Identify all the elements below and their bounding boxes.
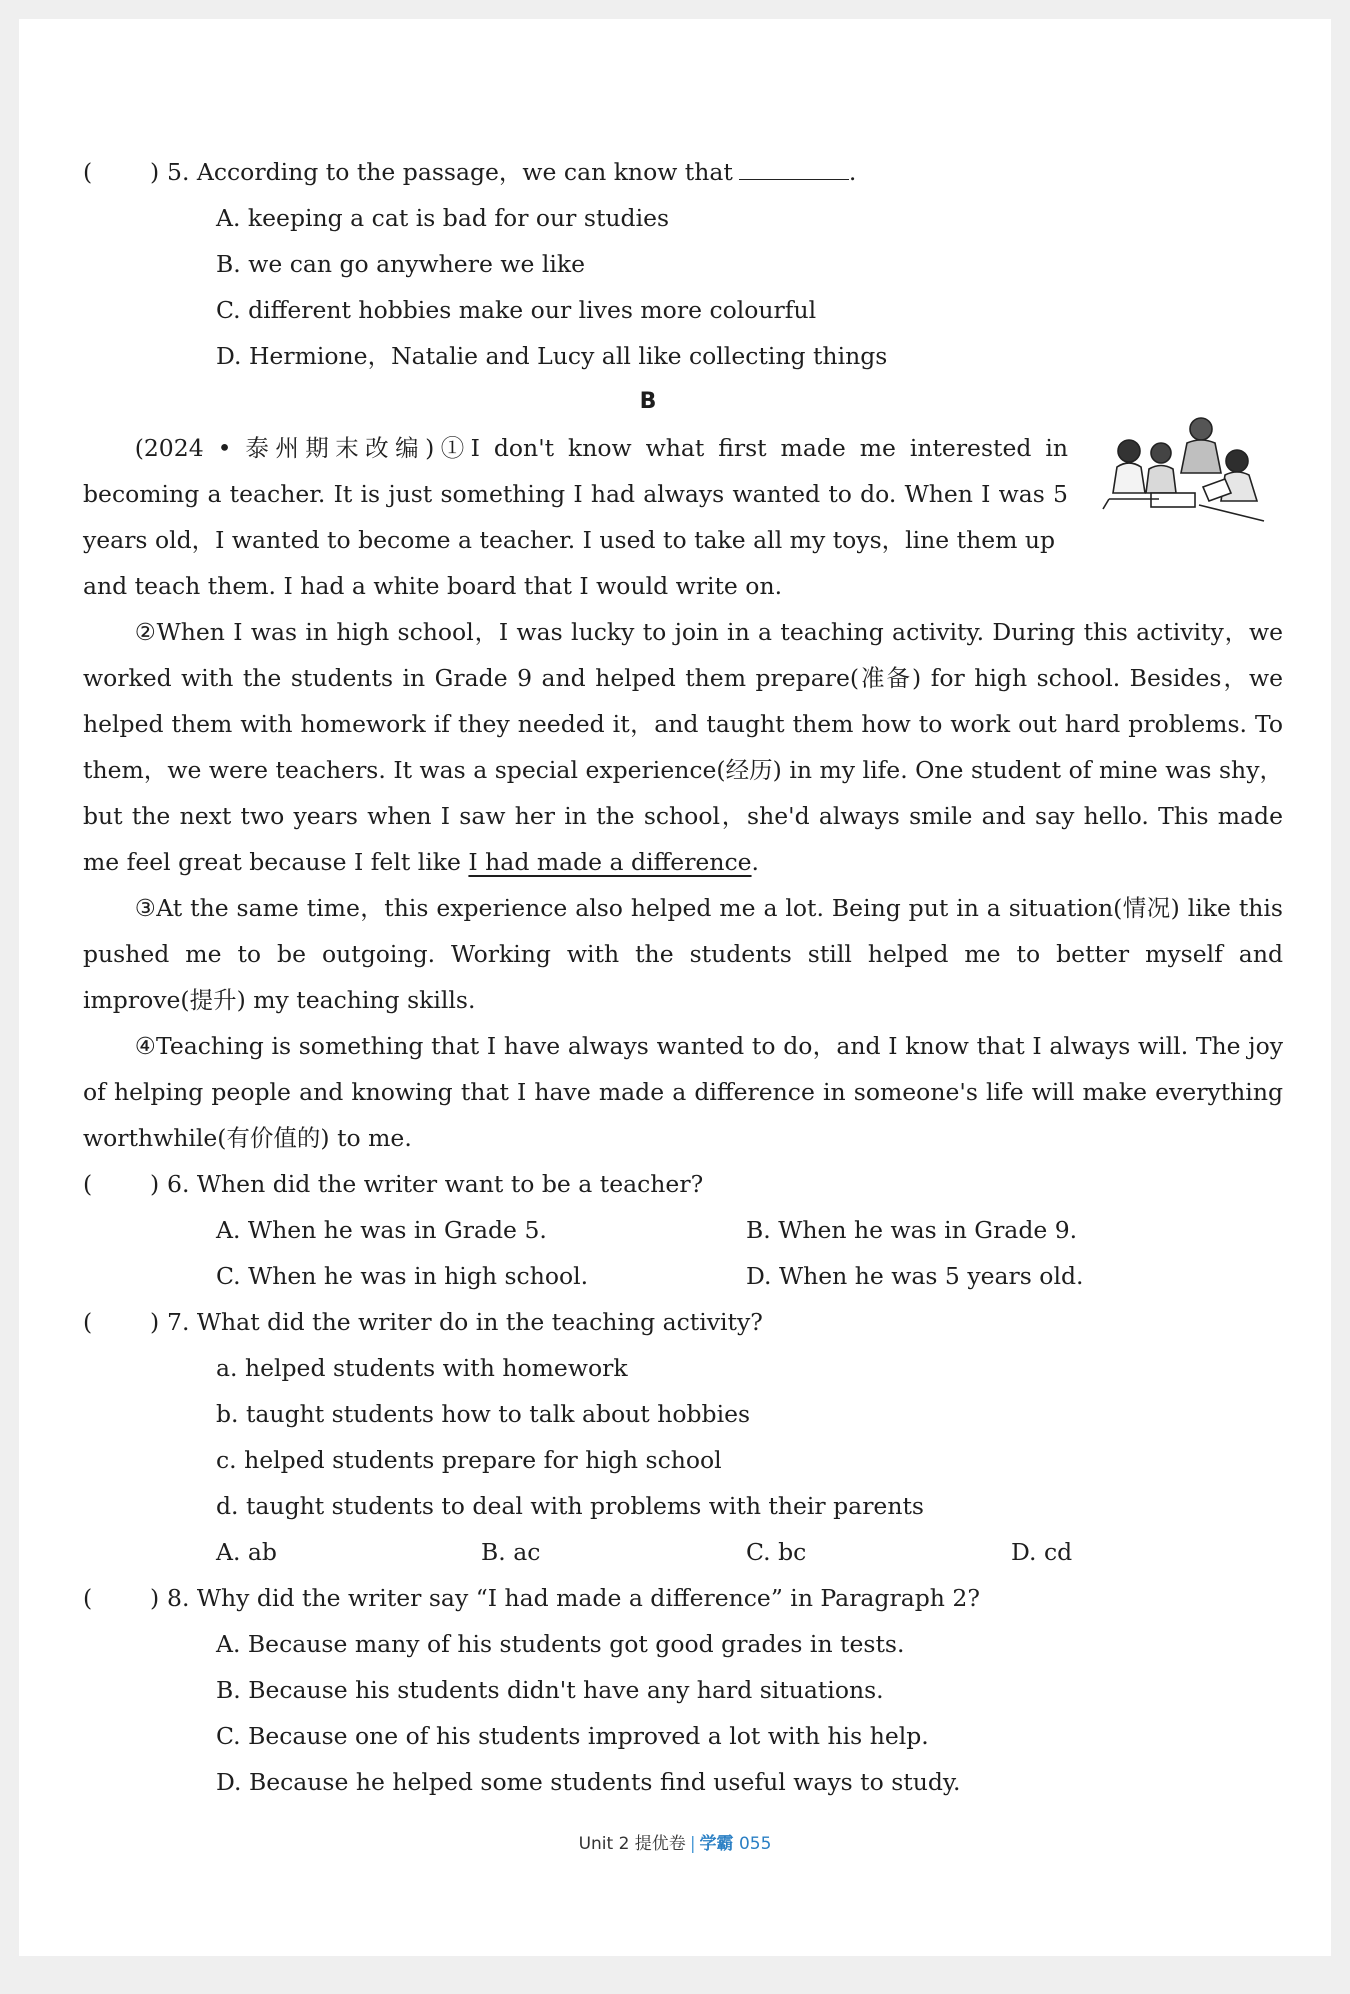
q5-option-a: A. keeping a cat is bad for our studies	[216, 204, 670, 232]
answer-paren-open: (	[83, 1584, 93, 1612]
q5-option-d: D. Hermione，Natalie and Lucy all like collecting things	[216, 342, 888, 370]
q6-option-d: D. When he was 5 years old.	[746, 1262, 1084, 1290]
q8-option-d: D. Because he helped some students find useful ways to study.	[216, 1768, 961, 1796]
answer-paren-close: )	[150, 1584, 160, 1612]
paragraph-2-end: .	[751, 848, 760, 876]
section-b-title: B	[639, 389, 657, 414]
teacher-students-icon	[1099, 409, 1269, 529]
passage-paragraph-4: ④Teaching is something that I have always wanted to do，and I know that I always will. The joy of helping people and knowing that I have made a difference in someone's life will make everything worthwhile(有价值的) to me.	[83, 1032, 1283, 1152]
q8-option-c: C. Because one of his students improved a lot with his help.	[216, 1722, 929, 1750]
passage-paragraph-3: ③At the same time，this experience also helped me a lot. Being put in a situation(情况) like this pushed me to be outgoing. Working with the students still helped me to better myself and improve(提升) my teaching skills.	[83, 894, 1283, 1014]
q7-item-d: d. taught students to deal with problems with their parents	[216, 1492, 924, 1520]
q7-item-c: c. helped students prepare for high school	[216, 1446, 722, 1474]
footer-unit: Unit 2 提优卷	[578, 1834, 686, 1854]
answer-blank	[739, 153, 849, 180]
q6-options-row-2	[83, 1253, 1283, 1299]
q7-option-d: D. cd	[1011, 1538, 1073, 1566]
answer-paren-open: (	[83, 1308, 93, 1336]
worksheet-content	[83, 149, 1283, 1805]
q8-option-b: B. Because his students didn't have any hard situations.	[216, 1676, 884, 1704]
q7-item-a: a. helped students with homework	[216, 1354, 628, 1382]
page-number: 055	[738, 1834, 772, 1854]
answer-paren-open: (	[83, 158, 93, 186]
question-5	[83, 149, 1283, 195]
question-5-end: .	[848, 158, 857, 186]
q6-option-b: B. When he was in Grade 9.	[746, 1216, 1078, 1244]
q7-options	[83, 1529, 1283, 1575]
question-7	[83, 1299, 1283, 1345]
footer-brand: 学霸	[699, 1834, 734, 1854]
worksheet-page	[19, 19, 1331, 1956]
question-stem	[167, 149, 856, 195]
answer-paren-close: )	[150, 1308, 160, 1336]
q6-option-a: A. When he was in Grade 5.	[216, 1216, 547, 1244]
underlined-phrase: I had made a difference	[468, 848, 752, 876]
q7-option-c: C. bc	[746, 1538, 807, 1566]
answer-paren-close: )	[150, 1170, 160, 1198]
question-8	[83, 1575, 1283, 1621]
footer-separator: |	[689, 1834, 696, 1854]
answer-paren-close: )	[150, 158, 160, 186]
q5-option-b: B. we can go anywhere we like	[216, 250, 586, 278]
q7-option-a: A. ab	[216, 1538, 277, 1566]
page-footer	[19, 1829, 1331, 1854]
q6-options-row-1	[83, 1207, 1283, 1253]
q5-option-c: C. different hobbies make our lives more colourful	[216, 296, 817, 324]
classroom-illustration	[1099, 409, 1269, 529]
paragraph-2-text: ②When I was in high school，I was lucky to join in a teaching activity. During this activity，we worked with the students in Grade 9 and helped them prepare(准备) for high school. Besides，we helped them with homework if they needed it，and taught them how to work out hard problems. To them，we were teachers. It was a special experience(经历) in my life. One student of mine was shy，but the next two years when I saw her in the school，she'd always smile and say hello. This made me feel great because I felt like	[83, 618, 1283, 876]
question-8-text: 8. Why did the writer say “I had made a difference” in Paragraph 2?	[167, 1584, 980, 1612]
q6-option-c: C. When he was in high school.	[216, 1262, 589, 1290]
question-5-text: 5. According to the passage，we can know that	[167, 158, 733, 186]
q7-option-b: B. ac	[481, 1538, 541, 1566]
answer-paren-open: (	[83, 1170, 93, 1198]
question-7-text: 7. What did the writer do in the teaching activity?	[167, 1308, 763, 1336]
question-6-text: 6. When did the writer want to be a teacher?	[167, 1170, 704, 1198]
passage-paragraph-1-end: and teach them. I had a white board that I would write on.	[83, 572, 783, 600]
passage-paragraph-2	[83, 609, 1283, 885]
passage-paragraph-1: (2024 • 泰州期末改编)①I don't know what first made me interested in becoming a teacher. It is just something I had always wanted to do. When I was 5 years old，I wanted to become a teacher. I used to take all my toys，line them up	[83, 434, 1068, 554]
q7-item-b: b. taught students how to talk about hobbies	[216, 1400, 751, 1428]
question-6	[83, 1161, 1283, 1207]
passage-b	[83, 425, 1283, 1161]
q8-option-a: A. Because many of his students got good grades in tests.	[216, 1630, 905, 1658]
